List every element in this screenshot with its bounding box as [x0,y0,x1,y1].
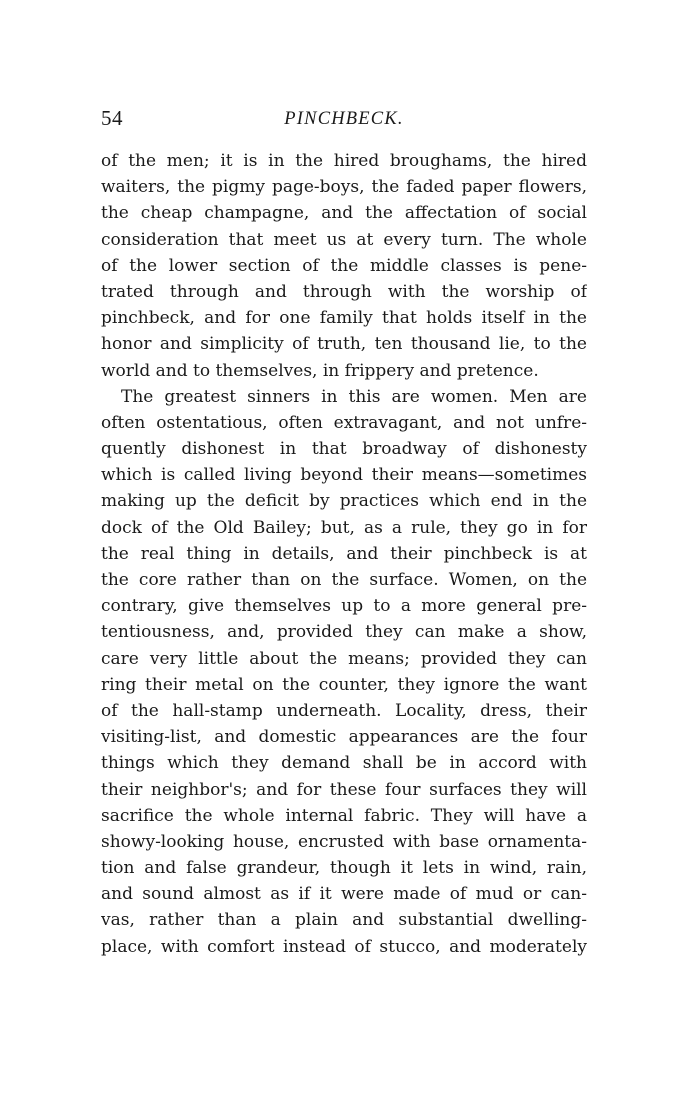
text-line: and sound almost as if it were made of mud or can- [101,884,587,905]
text-line: of the hall-stamp underneath. Locality, dress, their [101,700,587,721]
body-text [101,148,587,960]
text-line: contrary, give themselves up to a more general pre- [101,596,587,617]
text-line: of the men; it is in the hired broughams, the hired [101,151,587,171]
text-line: care very little about the means; provided they can [101,648,587,669]
text-line: showy-looking house, encrusted with base ornamenta- [101,831,587,852]
page-number: 54 [101,106,123,130]
text-line: of the lower section of the middle classes is pene- [101,255,587,276]
text-line: tion and false grandeur, though it lets in wind, rain, [101,858,587,879]
text-line: the real thing in details, and their pinchbeck is at [101,543,587,564]
text-line: visiting-list, and domestic appearances are the four [101,727,587,748]
running-title: PINCHBECK. [284,109,404,129]
text-line: vas, rather than a plain and substantial dwelling- [101,910,587,931]
page-header [101,104,587,134]
text-line: consideration that meet us at every turn. The whole [101,229,587,250]
text-line: their neighbor's; and for these four surfaces they will [101,779,587,800]
text-line: often ostentatious, often extravagant, and not unfre- [101,412,587,433]
text-line: world and to themselves, in frippery and pretence. [101,360,539,381]
text-line: ring their metal on the counter, they ignore the want [101,674,587,695]
text-line: dock of the Old Bailey; but, as a rule, they go in for [101,517,587,538]
text-line: making up the deficit by practices which end in the [101,491,587,512]
text-line: trated through and through with the worship of [101,281,587,302]
text-line: place, with comfort instead of stucco, and moderately [101,936,587,957]
text-line: quently dishonest in that broadway of dishonesty [101,439,587,460]
text-line: the cheap champagne, and the affectation of social [101,203,587,224]
text-line: which is called living beyond their means—sometimes [101,465,587,486]
text-line: sacrifice the whole internal fabric. They will have a [101,805,587,826]
paragraph-first-line: The greatest sinners in this are women. Men are [121,386,587,407]
text-line: the core rather than on the surface. Women, on the [101,570,587,590]
text-line: pinchbeck, and for one family that holds itself in the [101,308,587,329]
text-line: tentiousness, and, provided they can make a show, [101,622,587,643]
text-line: waiters, the pigmy page-boys, the faded paper flowers, [101,177,587,198]
text-line: honor and simplicity of truth, ten thousand lie, to the [101,334,587,355]
text-line: things which they demand shall be in accord with [101,753,587,774]
